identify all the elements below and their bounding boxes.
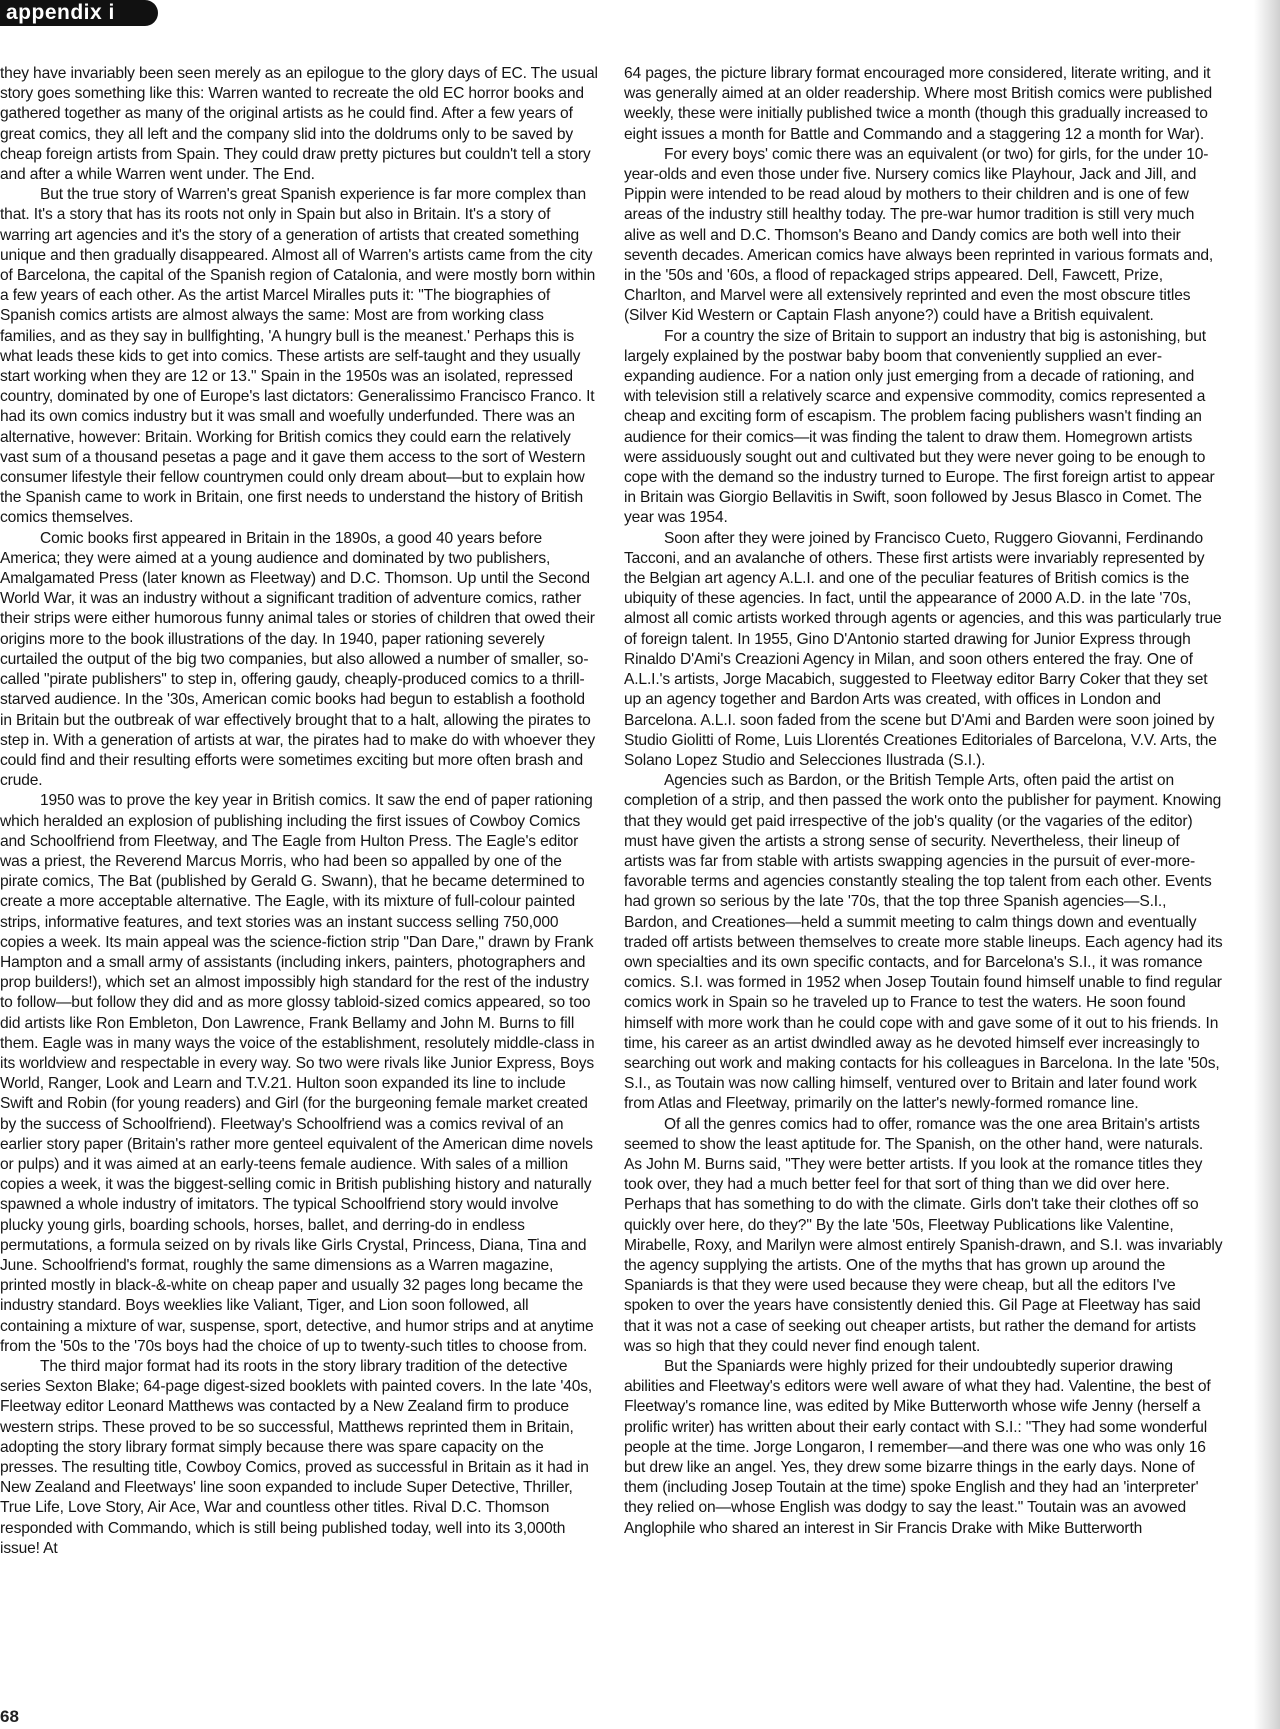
paragraph: Soon after they were joined by Francisco Cueto, Ruggero Giovanni, Ferdinando Tacconi, and an avalanche of others. These first artists were invariably represented by the Belgian art agency A.L.I. and one of the peculiar features of British comics is the ubiquity of these agencies. In fact, until the appearance of 2000 A.D. in the late '70s, almost all comic artists worked through agents or agencies, and this was particularly true of foreign talent. In 1955, Gino D'Antonio started drawing for Junior Express through Rinaldo D'Ami's Creazioni Agency in Milan, and soon others entered the fray. One of A.L.I.'s artists, Jorge Macabich, suggested to Fleetway editor Barry Coker that they set up an agency together and Bardon Arts was created, with offices in London and Barcelona. A.L.I. soon faded from the scene but D'Ami and Barden were soon joined by Studio Giolitti of Rome, Luis Llorentés Creationes Editoriales of Barcelona, V.V. Arts, the Solano Lopez Studio and Selecciones Ilustrada (S.I.). bbox=[624, 529, 1222, 769]
paragraph: But the Spaniards were highly prized for their undoubtedly superior drawing abilities and Fleetway's editors were well aware of what they had. Valentine, the best of Fleetway's romance line, was edited by Mike Butterworth whose wife Jenny (herself a prolific writer) has written about their early contact with S.I.: "They had some wonderful people at the time. Jorge Longaron, I remember—and there was one who was only 16 but drew like an angel. Yes, they drew some bizarre things in the early days. None of them (including Josep Toutain at the time) spoke English and they had an 'interpreter' they relied on—whose English was dodgy to say the least." Toutain was an avowed Anglophile who shared an interest in Sir Francis Drake with Mike Butterworth bbox=[624, 1358, 1211, 1537]
paragraph: 1950 was to prove the key year in British comics. It saw the end of paper rationing which heralded an explosion of publishing including the first issues of Cowboy Comics and Schoolfriend from Fleetway, and The Eagle from Hulton Press. The Eagle's editor was a priest, the Reverend Marcus Morris, who had been so appalled by one of the pirate comics, The Bat (published by Gerald G. Swann), that he became determined to create a more acceptable alternative. The Eagle, with its mixture of full-colour painted strips, informative features, and text stories was an instant success selling 750,000 copies a week. Its main appeal was the science-fiction strip "Dan Dare," drawn by Frank Hampton and a small army of assistants (including inkers, painters, photographers and prop builders!), which set an almost impossibly high standard for the rest of the industry to follow—but follow they did and as more glossy tabloid-sized comics appeared, so too did artists like Ron Embleton, Don Lawrence, Frank Bellamy and John M. Burns to fill them. Eagle was in many ways the voice of the establishment, resolutely middle-class in its worldview and respectable in every way. So two were rivals like Junior Express, Boys World, Ranger, Look and Learn and T.V.21. Hulton soon expanded its line to include Swift and Robin (for young readers) and Girl (for the burgeoning female market created by the success of Schoolfriend). Fleetway's Schoolfriend was a comics revival of an earlier story paper (Britain's rather more genteel equivalent of the American dime novels or pulps) and it was aimed at an early-teens female audience. With sales of a million copies a week, it was the biggest-selling comic in British publishing history and naturally spawned a whole industry of imitators. The typical Schoolfriend story would involve plucky young girls, boarding schools, horses, ballet, and derring-do in endless permutations, a formula seized on by rivals like Girls Crystal, Princess, Diana, Tina and June. Schoolfriend's format, roughly the same dimensions as a Warren magazine, printed mostly in black-&-white on cheap paper and usually 32 pages long became the industry standard. Boys weeklies like Valiant, Tiger, and Lion soon followed, all containing a mixture of war, suspense, sport, detective, and humor strips and at anytime from the '50s to the '70s boys had the choice of up to twenty-such titles to choose from. bbox=[0, 792, 595, 1355]
paragraph: For a country the size of Britain to support an industry that big is astonishing, but largely explained by the postwar baby boom that conveniently supplied an ever-expanding audience. For a nation only just emerging from a decade of rationing, and with television still a relatively scarce and expensive commodity, comics represented a cheap and exciting form of escapism. The problem facing publishers wasn't finding an audience for their comics—it was finding the talent to draw them. Homegrown artists were assiduously sought out and cultivated but they were never going to be enough to cope with the demand so the industry turned to Europe. The first foreign artist to appear in Britain was Giorgio Bellavitis in Swift, soon followed by Jesus Blasco in Comet. The year was 1954. bbox=[624, 327, 1215, 527]
paragraph: Of all the genres comics had to offer, romance was the one area Britain's artists seemed to show the least aptitude for. The Spanish, on the other hand, were naturals. As John M. Burns said, "They were better artists. If you look at the romance titles they took over, they had a much better feel for that sort of thing than we did over here. Perhaps that has something to do with the climate. Girls don't take their clothes off so quickly over here, do they?" By the late '50s, Fleetway Publications like Valentine, Mirabelle, Roxy, and Marilyn were almost entirely Spanish-drawn, and S.I. was invariably the agency supplying the artists. One of the myths that has grown up around the Spaniards is that they were used because they were cheap, but all the editors I've spoken to over the years have consistently denied this. Gil Page at Fleetway has said that it was not a case of seeking out cheaper artists, but rather the demand for artists was so high that they could never find enough talent. bbox=[624, 1115, 1223, 1355]
paragraph: they have invariably been seen merely as an epilogue to the glory days of EC. The usual story goes something like this: Warren wanted to recreate the old EC horror books and gathered together as many of the original artists as he could find. After a few years of great comics, they all left and the company slid into the doldrums only to be saved by cheap foreign artists from Spain. They could draw pretty pictures but couldn't tell a story and after a while Warren went under. The End. bbox=[0, 65, 598, 184]
right-column bbox=[624, 64, 1224, 1539]
section-header-tab: appendix i bbox=[0, 0, 158, 26]
page-gutter-shadow bbox=[1254, 0, 1280, 1729]
paragraph: The third major format had its roots in the story library tradition of the detective series Sexton Blake; 64-page digest-sized booklets with painted covers. In the late '40s, Fleetway editor Leonard Matthews was contacted by a New Zealand firm to produce western strips. These proved to be so successful, Matthews reprinted them in Britain, adopting the story library format simply because there was spare capacity on the presses. The resulting title, Cowboy Comics, proved as successful in Britain as it had in New Zealand and Fleetways' line soon expanded to include Super Detective, Thriller, True Life, Love Story, Air Ace, War and countless other titles. Rival D.C. Thomson responded with Commando, which is still being published today, well into its 3,000th issue! At bbox=[0, 1358, 593, 1557]
paragraph: Comic books first appeared in Britain in the 1890s, a good 40 years before America; they were aimed at a young audience and dominated by two publishers, Amalgamated Press (later known as Fleetway) and D.C. Thomson. Up until the Second World War, it was an industry without a significant tradition of adventure comics, rather their strips were either humorous funny animal tales or stories of children that owed their origins more to the book illustrations of the day. In 1940, paper rationing severely curtailed the output of the big two companies, but also allowed a number of smaller, so-called "pirate publishers" to step in, offering gaudy, cheaply-produced comics to a thrill-starved audience. In the '30s, American comic books had begun to establish a foothold in Britain but the outbreak of war effectively brought that to a halt, allowing the pirates to step in. With a generation of artists at war, the pirates had to make do with whoever they could find and their resulting efforts were sometimes exciting but more often brash and crude. bbox=[0, 529, 595, 790]
paragraph: For every boys' comic there was an equivalent (or two) for girls, for the under 10-year-olds and even those under five. Nursery comics like Playhour, Jack and Jill, and Pippin were intended to be read aloud by mothers to their children and is one of few areas of the industry still healthy today. The pre-war humor tradition is still very much alive as well and D.C. Thomson's Beano and Dandy comics are both well into their seventh decades. American comics have always been reprinted in various formats and, in the '50s and '60s, a flood of repackaged strips appeared. Dell, Fawcett, Prize, Charlton, and Marvel were all extensively reprinted and even the most obscure titles (Silver Kid Western or Captain Flash anyone?) could have a British equivalent. bbox=[624, 145, 1214, 325]
page-number: 68 bbox=[0, 1707, 19, 1726]
left-column bbox=[0, 64, 600, 1559]
paragraph: 64 pages, the picture library format encouraged more considered, literate writing, and it was generally aimed at an older readership. Where most British comics were published weekly, these were initially published twice a month (though this gradually increased to eight issues a month for Battle and Commando and a staggering 12 a month for War). bbox=[624, 65, 1213, 143]
paragraph: Agencies such as Bardon, or the British Temple Arts, often paid the artist on completion of a strip, and then passed the work onto the publisher for payment. Knowing that they would get paid irrespective of the job's quality (or the vagaries of the editor) must have given the artists a strong sense of security. Nevertheless, their lineup of artists was far from stable with artists swapping agencies in the pursuit of ever-more-favorable terms and agencies constantly stealing the top talent from each other. Events had grown so serious by the late '70s, that the top three Spanish agencies—S.I., Bardon, and Creationes—held a summit meeting to calm things down and eventually traded off artists between themselves to create more stable lineups. Each agency had its own specialties and its own specific contacts, and for Barcelona's S.I., it was romance comics. S.I. was formed in 1952 when Josep Toutain found himself unable to find regular comics work in Spain so he traveled up to France to test the waters. He soon found himself with more work than he could cope with and gave some of it out to his friends. In time, his career as an artist dwindled away as he devoted himself ever increasingly to searching out work and making contacts for his colleagues in Barcelona. In the late '50s, S.I., as Toutain was now calling himself, ventured over to Britain and later found work from Atlas and Fleetway, primarily on the latter's newly-formed romance line. bbox=[624, 772, 1223, 1113]
paragraph: But the true story of Warren's great Spanish experience is far more complex than that. It's a story that has its roots not only in Spain but also in Britain. It's a story of warring art agencies and it's the story of a generation of artists that created something unique and then gradually disappeared. Almost all of Warren's artists came from the city of Barcelona, the capital of the Spanish region of Catalonia, and were mostly born within a few years of each other. As the artist Marcel Miralles puts it: "The biographies of Spanish comics artists are almost always the same: Most are from working class families, and as they say in bullfighting, 'A hungry bull is the meanest.' Perhaps this is what leads these kids to get into comics. These artists are self-taught and they usually start working when they are 12 or 13." Spain in the 1950s was an isolated, repressed country, dominated by one of Europe's last dictators: Generalissimo Francisco Franco. It had its own comics industry but it was small and woefully underfunded. There was an alternative, however: Britain. Working for British comics they could earn the relatively vast sum of a thousand pesetas a page and it gave them access to the sort of Western consumer lifestyle their fellow countrymen could only dream about—but to explain how the Spanish came to work in Britain, one first needs to understand the history of British comics themselves. bbox=[0, 186, 596, 527]
